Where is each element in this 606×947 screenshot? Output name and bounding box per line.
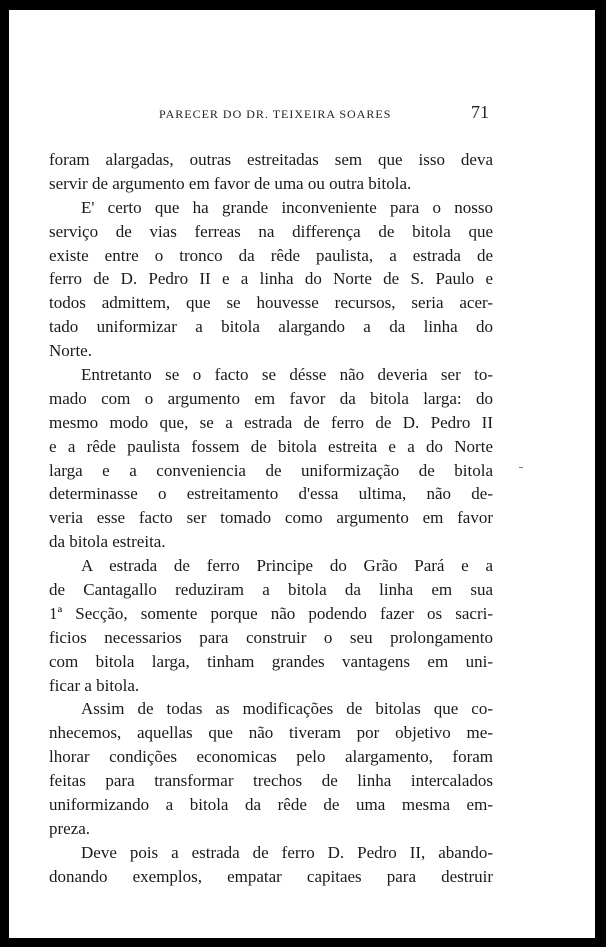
text-line: Norte. <box>49 341 92 361</box>
text-line: com bitola larga, tinham grandes vantagens em uni- <box>49 651 493 671</box>
text-line: nhecemos, aquellas que não tiveram por objetivo me- <box>49 723 493 743</box>
text-line: feitas para transformar trechos de linha intercalados <box>49 771 493 791</box>
text-line: 1ª Secção, somente porque não podendo fazer os sacri- <box>49 603 493 623</box>
text-line: ficios necessarios para construir o seu prolongamento <box>49 627 493 647</box>
running-header: PARECER DO DR. TEIXEIRA SOARES <box>159 107 392 121</box>
text-line: e a rêde paulista fossem de bitola estreita e a do Norte <box>49 436 493 456</box>
text-line: E' certo que ha grande inconveniente para o nosso <box>81 197 493 217</box>
text-line: Entretanto se o facto se désse não deveria ser to- <box>81 365 493 385</box>
text-line: ficar a bitola. <box>49 675 140 695</box>
text-line: todos admittem, que se houvesse recursos, seria acer- <box>49 293 493 313</box>
text-line: foram alargadas, outras estreitadas sem que isso deva <box>49 150 493 169</box>
text-line: mado com o argumento em favor da bitola larga: do <box>49 388 493 408</box>
text-line: mesmo modo que, se a estrada de ferro de D. Pedro II <box>49 412 493 432</box>
text-line: donando exemplos, empatar capitaes para destruir <box>49 866 493 886</box>
text-line: existe entre o tronco da rêde paulista, a estrada de <box>49 245 493 265</box>
text-line: servir de argumento em favor de uma ou outra bitola. <box>49 173 412 193</box>
text-line: A estrada de ferro Principe do Grão Pará e a <box>81 556 493 576</box>
text-line: Deve pois a estrada de ferro D. Pedro II, abando- <box>81 842 493 862</box>
text-line: tado uniformizar a bitola alargando a da linha do <box>49 317 493 337</box>
text-line: ferro de D. Pedro II e a linha do Norte de S. Paulo e <box>49 269 493 289</box>
page-number: 71 <box>471 102 489 122</box>
text-line: uniformizando a bitola da rêde de uma mesma em- <box>49 795 493 815</box>
margin-speck <box>519 467 523 468</box>
text-line: preza. <box>49 818 91 838</box>
text-line: da bitola estreita. <box>49 532 166 552</box>
text-line: Assim de todas as modificações de bitolas que co- <box>81 699 493 719</box>
text-line: de Cantagallo reduziram a bitola da linha em sua <box>49 580 493 600</box>
body-text <box>49 148 493 889</box>
text-line: veria esse facto ser tomado como argumento em favor <box>49 508 493 528</box>
book-page <box>9 10 595 938</box>
text-line: lhorar condições economicas pelo alargamento, foram <box>49 747 493 767</box>
text-line: serviço de vias ferreas na differença de bitola que <box>49 221 493 241</box>
text-line: larga e a conveniencia de uniformização de bitola <box>49 460 493 480</box>
text-line: determinasse o estreitamento d'essa ultima, não de- <box>49 484 493 504</box>
